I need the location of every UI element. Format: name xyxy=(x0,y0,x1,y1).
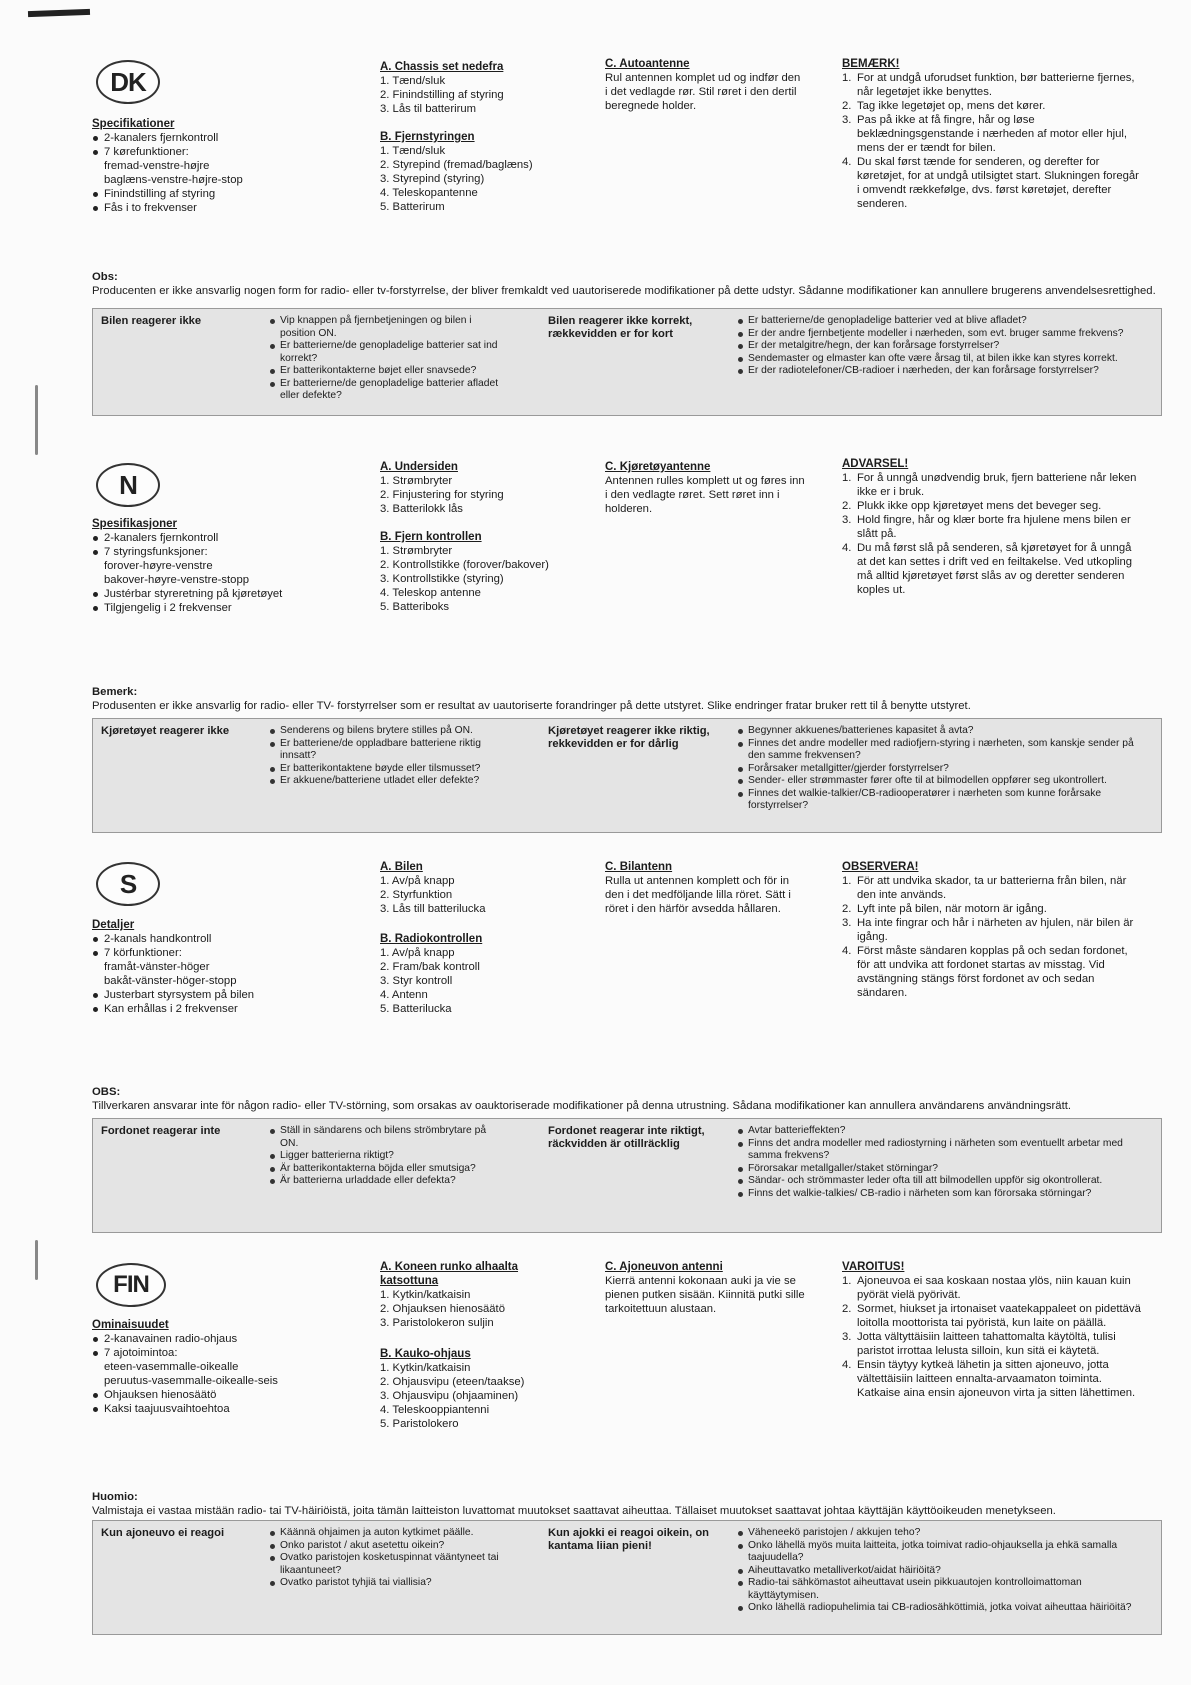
problem-1-list xyxy=(268,1125,503,1188)
antenna-text: Kierrä antenni kokonaan auki ja vie se pienen putken sisään. Kiinnitä putki sille tarkoitettuun alustaan. xyxy=(605,1275,805,1315)
problem-2-list xyxy=(736,725,1151,813)
warning-title: VAROITUS! xyxy=(842,1261,905,1273)
item-number: 1. xyxy=(842,875,852,887)
list-item: Väheneekö paristojen / akkujen teho? xyxy=(736,1527,1151,1540)
item-number: 3. xyxy=(842,114,852,126)
list-item: Onko paristot / akut asetettu oikein? xyxy=(268,1540,503,1553)
spec-column xyxy=(92,517,292,615)
list-item: 5. Paristolokero xyxy=(380,1418,459,1430)
list-item: 7 körfunktioner: xyxy=(92,946,292,960)
warning-text: For at undgå uforudset funktion, bør batterierne fjernes, når legetøjet ikke benyttes. xyxy=(857,72,1135,98)
sub-item: fremad-venstre-højre xyxy=(104,160,210,172)
antenna-title: C. Bilantenn xyxy=(605,861,673,873)
warning-item xyxy=(842,1358,1142,1400)
antenna-text: Rul antennen komplet ud og indfør den i det vedlagde rør. Stil røret i den dertil beregnede holder. xyxy=(605,72,801,112)
list-item: Er akkuene/batteriene utladet eller defekte? xyxy=(268,775,503,788)
warning-item xyxy=(842,155,1142,211)
item-number: 3. xyxy=(842,514,852,526)
item-number: 2. xyxy=(842,100,852,112)
list-item: Forårsaker metallgitter/gjerder forstyrrelser? xyxy=(736,763,1151,776)
spec-title: Specifikationer xyxy=(92,118,175,130)
spec-list xyxy=(92,531,292,615)
problem-1-list xyxy=(268,725,503,788)
warning-text: Tag ikke legetøjet op, mens det kører. xyxy=(857,100,1046,112)
list-item: 2. Ohjauksen hienosäätö xyxy=(380,1303,505,1315)
list-item: Er batterierne/de genopladelige batterier ved at blive afladet? xyxy=(736,315,1151,328)
list-item: 2. Finjustering for styring xyxy=(380,489,504,501)
warning-item xyxy=(842,1274,1142,1302)
list-item: Finindstilling af styring xyxy=(92,187,292,201)
list-item: 4. Teleskopantenne xyxy=(380,187,478,199)
parts-column xyxy=(380,460,570,613)
spec-column xyxy=(92,918,292,1016)
parts-a-list xyxy=(380,474,570,516)
parts-a-title: A. Bilen xyxy=(380,861,423,873)
problem-2-head: Fordonet reagerar inte riktigt, räckvidden är otillräcklig xyxy=(548,1125,705,1150)
list-item: Fås i to frekvenser xyxy=(92,201,292,215)
antenna-column xyxy=(605,460,805,516)
item-number: 1. xyxy=(842,1275,852,1287)
warning-title: BEMÆRK! xyxy=(842,58,900,70)
warning-item xyxy=(842,71,1142,99)
list-item: Finns det andra modeller med radiostyrning i närheten som eventuellt arbetar med samma frekvens? xyxy=(736,1138,1151,1163)
parts-b-title: B. Fjernstyringen xyxy=(380,131,475,143)
warning-list xyxy=(842,874,1142,1000)
antenna-text: Rulla ut antennen komplett och för in den i det medföljande lilla röret. Sätt i röret i den härför avsedda hållaren. xyxy=(605,875,791,915)
list-item: 3. Paristolokeron suljin xyxy=(380,1317,494,1329)
item-number: 4. xyxy=(842,156,852,168)
item-number: 3. xyxy=(842,1331,852,1343)
spec-list xyxy=(92,131,292,215)
warning-column xyxy=(842,1260,1142,1400)
list-item: Ovatko paristot tyhjiä tai viallisia? xyxy=(268,1577,503,1590)
parts-a-list xyxy=(380,874,570,916)
list-item: Förorsakar metallgaller/staket störningar? xyxy=(736,1163,1151,1176)
list-item: Avtar batterieffekten? xyxy=(736,1125,1151,1138)
list-item: Ligger batterierna riktigt? xyxy=(268,1150,503,1163)
list-item: Radio-tai sähkömastot aiheuttavat usein pikkuautojen kontrolloimattoman käyttäytymisen. xyxy=(736,1577,1151,1602)
problem-2-list xyxy=(736,1125,1151,1200)
list-item: 3. Lås till batterilucka xyxy=(380,903,486,915)
warning-text: Ensin täytyy kytkeä lähetin ja sitten ajoneuvo, jotta vältettäisiin laitteen ennalta-arvaamaton toiminta. Katkaise aina ensin ajoneuvon virta ja sitten lähettimen. xyxy=(857,1359,1136,1399)
note-title: OBS: xyxy=(92,1086,121,1098)
note-text: Produsenten er ikke ansvarlig for radio- eller TV- forstyrrelser som er resultat av uautoriserte forandringer på dette utstyret. Slike endringer fratar bruker rett til å benytte utstyret. xyxy=(92,700,971,712)
troubleshooting-box xyxy=(92,718,1162,833)
list-item: 1. Av/på knapp xyxy=(380,875,455,887)
sub-item: bakåt-vänster-höger-stopp xyxy=(104,975,237,987)
warning-list xyxy=(842,471,1142,597)
list-item: 4. Teleskop antenne xyxy=(380,587,481,599)
item-number: 4. xyxy=(842,945,852,957)
sub-item: framåt-vänster-höger xyxy=(104,961,210,973)
list-item: Käännä ohjaimen ja auton kytkimet päälle. xyxy=(268,1527,503,1540)
list-item: 5. Batteriboks xyxy=(380,601,450,613)
list-item: Sender- eller strømmaster fører ofte til at bilmodellen oppfører seg ukontrollert. xyxy=(736,775,1151,788)
warning-text: Ha inte fingrar och hår i närheten av hjulen, när bilen är igång. xyxy=(857,917,1134,943)
list-item: 2-kanavainen radio-ohjaus xyxy=(92,1332,292,1346)
antenna-title: C. Ajoneuvon antenni xyxy=(605,1261,723,1273)
problem-1-list xyxy=(268,1527,503,1590)
list-item: 2-kanalers fjernkontroll xyxy=(92,131,292,145)
list-item: 3. Styr kontroll xyxy=(380,975,453,987)
warning-item xyxy=(842,499,1142,513)
list-item: 3. Batterilokk lås xyxy=(380,503,463,515)
list-item: 4. Teleskooppiantenni xyxy=(380,1404,490,1416)
list-item: 1. Kytkin/katkaisin xyxy=(380,1289,471,1301)
warning-text: Lyft inte på bilen, när motorn är igång. xyxy=(857,903,1047,915)
list-item: 4. Antenn xyxy=(380,989,428,1001)
list-item: Kaksi taajuusvaihtoehtoa xyxy=(92,1402,292,1416)
list-item: Er batterikontaktene bøyde eller tilsmusset? xyxy=(268,763,503,776)
list-item: Senderens og bilens brytere stilles på ON. xyxy=(268,725,503,738)
problem-2-list xyxy=(736,315,1151,378)
antenna-column xyxy=(605,1260,805,1316)
sub-item: bakover-høyre-venstre-stopp xyxy=(104,574,250,586)
list-item: 1. Strømbryter xyxy=(380,475,453,487)
parts-a-title: A. Undersiden xyxy=(380,461,458,473)
list-item: 1. Strømbryter xyxy=(380,545,453,557)
country-badge: DK xyxy=(96,60,160,104)
parts-b-list xyxy=(380,144,570,214)
parts-b-title: B. Radiokontrollen xyxy=(380,933,483,945)
warning-text: Först måste sändaren kopplas på och sedan fordonet, för att undvika att fordonet startas av misstag. Vid avstängning stängs först fordonet av och sedan sändaren. xyxy=(857,945,1128,999)
parts-column xyxy=(380,60,570,213)
note-text: Tillverkaren ansvarar inte för någon radio- eller TV-störning, som orsakas av oauktoriserade modifikationer på denna utrustning. Sådana modifikationer kan annullera användarens användningsrätt. xyxy=(92,1100,1071,1112)
list-item: Tilgjengelig i 2 frekvenser xyxy=(92,601,292,615)
list-item: 2. Kontrollstikke (forover/bakover) xyxy=(380,559,549,571)
spec-column xyxy=(92,1318,292,1416)
list-item: Onko lähellä radiopuhelimia tai CB-radiosähköttimiä, jotka voivat aiheuttaa häiriöitä? xyxy=(736,1602,1151,1615)
list-item: 1. Tænd/sluk xyxy=(380,145,446,157)
problem-1-head: Kun ajoneuvo ei reagoi xyxy=(101,1527,225,1539)
warning-item xyxy=(842,1330,1142,1358)
troubleshooting-box xyxy=(92,308,1162,416)
note-text: Valmistaja ei vastaa mistään radio- tai TV-häiriöistä, joita tämän laitteiston luvattomat muutokset saattavat aiheuttaa. Tällaiset muutokset saattavat johtaa käyttäjän käyttöoikeuden menetykseen. xyxy=(92,1505,1056,1517)
list-item: Er der metalgitre/hegn, der kan forårsage forstyrrelser? xyxy=(736,340,1151,353)
item-number: 4. xyxy=(842,1359,852,1371)
list-item: Ställ in sändarens och bilens strömbrytare på ON. xyxy=(268,1125,503,1150)
antenna-column xyxy=(605,860,805,916)
parts-b xyxy=(380,130,570,214)
warning-text: Hold fingre, hår og klær borte fra hjulene mens bilen er slått på. xyxy=(857,514,1131,540)
parts-a-list xyxy=(380,74,570,116)
list-item: 2. Fram/bak kontroll xyxy=(380,961,480,973)
list-item: Sändar- och strömmaster leder ofta till att bilmodellen uppför sig okontrollerat. xyxy=(736,1175,1151,1188)
warning-text: Pas på ikke at få fingre, hår og løse beklædningsgenstande i nærheden af motor eller hjul, mens der er tændt for bilen. xyxy=(857,114,1128,154)
spec-column xyxy=(92,117,292,215)
item-number: 3. xyxy=(842,917,852,929)
parts-a-list xyxy=(380,1288,570,1330)
sub-item: baglæns-venstre-højre-stop xyxy=(104,174,243,186)
list-item: 2. Styrepind (fremad/baglæns) xyxy=(380,159,533,171)
note-title: Huomio: xyxy=(92,1491,138,1503)
list-item: 3. Ohjausvipu (ohjaaminen) xyxy=(380,1390,519,1402)
list-item: 2. Finindstilling af styring xyxy=(380,89,504,101)
note-title: Obs: xyxy=(92,271,118,283)
parts-column xyxy=(380,860,570,1015)
warning-text: Jotta vältyttäisiin laitteen tahattomalta käytöltä, tulisi paristot irrottaa lelusta silloin, kun sitä ei käytetä. xyxy=(857,1331,1116,1357)
problem-2-head: Kjøretøyet reagerer ikke riktig, rekkevidden er for dårlig xyxy=(548,725,710,750)
disclaimer-note xyxy=(92,1490,1172,1518)
list-item: Vip knappen på fjernbetjeningen og bilen i position ON. xyxy=(268,315,503,340)
list-item: Er der andre fjernbetjente modeller i nærheden, som evt. bruger samme frekvens? xyxy=(736,328,1151,341)
spec-list xyxy=(92,932,292,1016)
margin-mark xyxy=(35,385,38,455)
list-item: Finns det walkie-talkies/ CB-radio i närheten som kan förorsaka störningar? xyxy=(736,1188,1151,1201)
warning-item xyxy=(842,1302,1142,1330)
list-item: Er batterikontakterne bøjet eller snavsede? xyxy=(268,365,503,378)
list-item: Justérbar styreretning på kjøretøyet xyxy=(92,587,292,601)
sub-item: eteen-vasemmalle-oikealle xyxy=(104,1361,239,1373)
problem-1-list xyxy=(268,315,503,403)
list-item: Er batterierne/de genopladelige batterier afladet eller defekte? xyxy=(268,378,503,403)
list-item: Finnes det andre modeller med radiofjern-styring i nærheten, som kanskje sender på den samme frekvensen? xyxy=(736,738,1151,763)
list-item: Sendemaster og elmaster kan ofte være årsag til, at bilen ikke kan styres korrekt. xyxy=(736,353,1151,366)
list-item: 7 styringsfunksjoner: xyxy=(92,545,292,559)
list-item: Onko lähellä myös muita laitteita, jotka toimivat radio-ohjauksella ja ehkä samalla taajuudella? xyxy=(736,1540,1151,1565)
list-item: Er der radiotelefoner/CB-radioer i nærheden, der kan forårsage forstyrrelser? xyxy=(736,365,1151,378)
warning-text: For å unngå unødvendig bruk, fjern batteriene når leken ikke er i bruk. xyxy=(857,472,1137,498)
warning-item xyxy=(842,471,1142,499)
list-item: 7 kørefunktioner: xyxy=(92,145,292,159)
list-item: 2-kanalers fjernkontroll xyxy=(92,531,292,545)
list-item: 5. Batterilucka xyxy=(380,1003,452,1015)
country-badge: N xyxy=(96,463,160,507)
antenna-text: Antennen rulles komplett ut og føres inn i den vedlagte røret. Sett røret inn i holderen. xyxy=(605,475,805,515)
list-item: Begynner akkuenes/batterienes kapasitet å avta? xyxy=(736,725,1151,738)
spec-list xyxy=(92,1332,292,1416)
warning-column xyxy=(842,457,1142,597)
parts-column xyxy=(380,1260,570,1430)
warning-text: Du må først slå på senderen, så kjøretøyet for å unngå at det kan settes i drift ved en feiltakelse. Ved utkopling må alltid kjøretøyet først slås av og deretter senderen koples ut. xyxy=(857,542,1133,596)
list-item: Justerbart styrsystem på bilen xyxy=(92,988,292,1002)
parts-b-title: B. Kauko-ohjaus xyxy=(380,1348,471,1360)
problem-1-head: Bilen reagerer ikke xyxy=(101,315,202,327)
list-item: 1. Av/på knapp xyxy=(380,947,455,959)
disclaimer-note xyxy=(92,685,1172,713)
warning-column xyxy=(842,860,1142,1000)
warning-title: ADVARSEL! xyxy=(842,458,909,470)
warning-item xyxy=(842,944,1142,1000)
disclaimer-note xyxy=(92,1085,1172,1113)
list-item: Ovatko paristojen kosketuspinnat vääntyneet tai likaantuneet? xyxy=(268,1552,503,1577)
list-item: Ohjauksen hienosäätö xyxy=(92,1388,292,1402)
item-number: 2. xyxy=(842,1303,852,1315)
item-number: 1. xyxy=(842,72,852,84)
item-number: 1. xyxy=(842,472,852,484)
list-item: 3. Kontrollstikke (styring) xyxy=(380,573,504,585)
warning-column xyxy=(842,57,1142,211)
parts-b xyxy=(380,1347,570,1431)
warning-item xyxy=(842,916,1142,944)
list-item: 1. Tænd/sluk xyxy=(380,75,446,87)
item-number: 2. xyxy=(842,903,852,915)
parts-a-title: A. Koneen runko alhaalta katsottuna xyxy=(380,1261,519,1287)
antenna-title: C. Autoantenne xyxy=(605,58,690,70)
troubleshooting-box xyxy=(92,1118,1162,1233)
list-item: Er batterierne/de genopladelige batterier sat ind korrekt? xyxy=(268,340,503,365)
spec-title: Spesifikasjoner xyxy=(92,518,178,530)
warning-text: Du skal først tænde for senderen, og derefter for køretøjet, for at undgå utilsigtet start. Slukningen foregår i omvendt rækkefølge, dvs. først køretøjet, derefter senderen. xyxy=(857,156,1139,210)
sub-item: forover-høyre-venstre xyxy=(104,560,213,572)
item-number: 4. xyxy=(842,542,852,554)
list-item: Er batteriene/de oppladbare batteriene riktig innsatt? xyxy=(268,738,503,763)
list-item: 7 ajotoimintoa: xyxy=(92,1346,292,1360)
list-item: Är batterikontakterna böjda eller smutsiga? xyxy=(268,1163,503,1176)
warning-text: För att undvika skador, ta ur batterierna från bilen, när den inte används. xyxy=(857,875,1127,901)
warning-item xyxy=(842,113,1142,155)
parts-b xyxy=(380,530,570,614)
problem-1-head: Fordonet reagerar inte xyxy=(101,1125,221,1137)
problem-2-head: Kun ajokki ei reagoi oikein, on kantama liian pieni! xyxy=(548,1527,710,1552)
warning-item xyxy=(842,513,1142,541)
parts-b-list xyxy=(380,946,570,1016)
warning-list xyxy=(842,1274,1142,1400)
country-badge: FIN xyxy=(96,1263,166,1307)
list-item: 2. Ohjausvipu (eteen/taakse) xyxy=(380,1376,525,1388)
troubleshooting-box xyxy=(92,1520,1162,1635)
spec-title: Ominaisuudet xyxy=(92,1319,169,1331)
note-title: Bemerk: xyxy=(92,686,138,698)
list-item: Finnes det walkie-talkier/CB-radiooperatører i nærheten som kunne forårsake forstyrrelser? xyxy=(736,788,1151,813)
disclaimer-note xyxy=(92,270,1172,298)
corner-mark xyxy=(28,9,90,17)
list-item: 5. Batterirum xyxy=(380,201,445,213)
parts-b-list xyxy=(380,1361,570,1431)
warning-text: Plukk ikke opp kjøretøyet mens det beveger seg. xyxy=(857,500,1102,512)
problem-2-head: Bilen reagerer ikke korrekt, rækkevidden er for kort xyxy=(548,315,693,340)
parts-b-list xyxy=(380,544,570,614)
list-item: 2. Styrfunktion xyxy=(380,889,453,901)
parts-b-title: B. Fjern kontrollen xyxy=(380,531,482,543)
list-item: 3. Styrepind (styring) xyxy=(380,173,485,185)
antenna-title: C. Kjøretøyantenne xyxy=(605,461,711,473)
list-item: 1. Kytkin/katkaisin xyxy=(380,1362,471,1374)
sub-item: peruutus-vasemmalle-oikealle-seis xyxy=(104,1375,278,1387)
list-item: Kan erhållas i 2 frekvenser xyxy=(92,1002,292,1016)
warning-item xyxy=(842,99,1142,113)
list-item: Är batterierna urladdade eller defekta? xyxy=(268,1175,503,1188)
problem-1-head: Kjøretøyet reagerer ikke xyxy=(101,725,230,737)
warning-text: Ajoneuvoa ei saa koskaan nostaa ylös, niin kauan kuin pyörät vielä pyörivät. xyxy=(857,1275,1131,1301)
note-text: Producenten er ikke ansvarlig nogen form for radio- eller tv-forstyrrelse, der bliver fremkaldt ved uautoriserede modifikationer på dette udstyr. Sådanne modifikationer kan annullere brugerens anvendelsesrettighed. xyxy=(92,285,1156,297)
warning-item xyxy=(842,541,1142,597)
problem-2-list xyxy=(736,1527,1151,1615)
parts-a-title: A. Chassis set nedefra xyxy=(380,61,504,73)
warning-title: OBSERVERA! xyxy=(842,861,919,873)
list-item: 2-kanals handkontroll xyxy=(92,932,292,946)
spec-title: Detaljer xyxy=(92,919,135,931)
item-number: 2. xyxy=(842,500,852,512)
list-item: Aiheuttavatko metalliverkot/aidat häiriöitä? xyxy=(736,1565,1151,1578)
parts-b xyxy=(380,932,570,1016)
country-badge: S xyxy=(96,862,160,906)
list-item: 3. Lås til batterirum xyxy=(380,103,477,115)
warning-list xyxy=(842,71,1142,211)
warning-text: Sormet, hiukset ja irtonaiset vaatekappaleet on pidettävä loitolla moottorista tai pyöristä, kun laite on päällä. xyxy=(857,1303,1141,1329)
warning-item xyxy=(842,874,1142,902)
margin-mark xyxy=(35,1240,38,1280)
warning-item xyxy=(842,902,1142,916)
antenna-column xyxy=(605,57,805,113)
